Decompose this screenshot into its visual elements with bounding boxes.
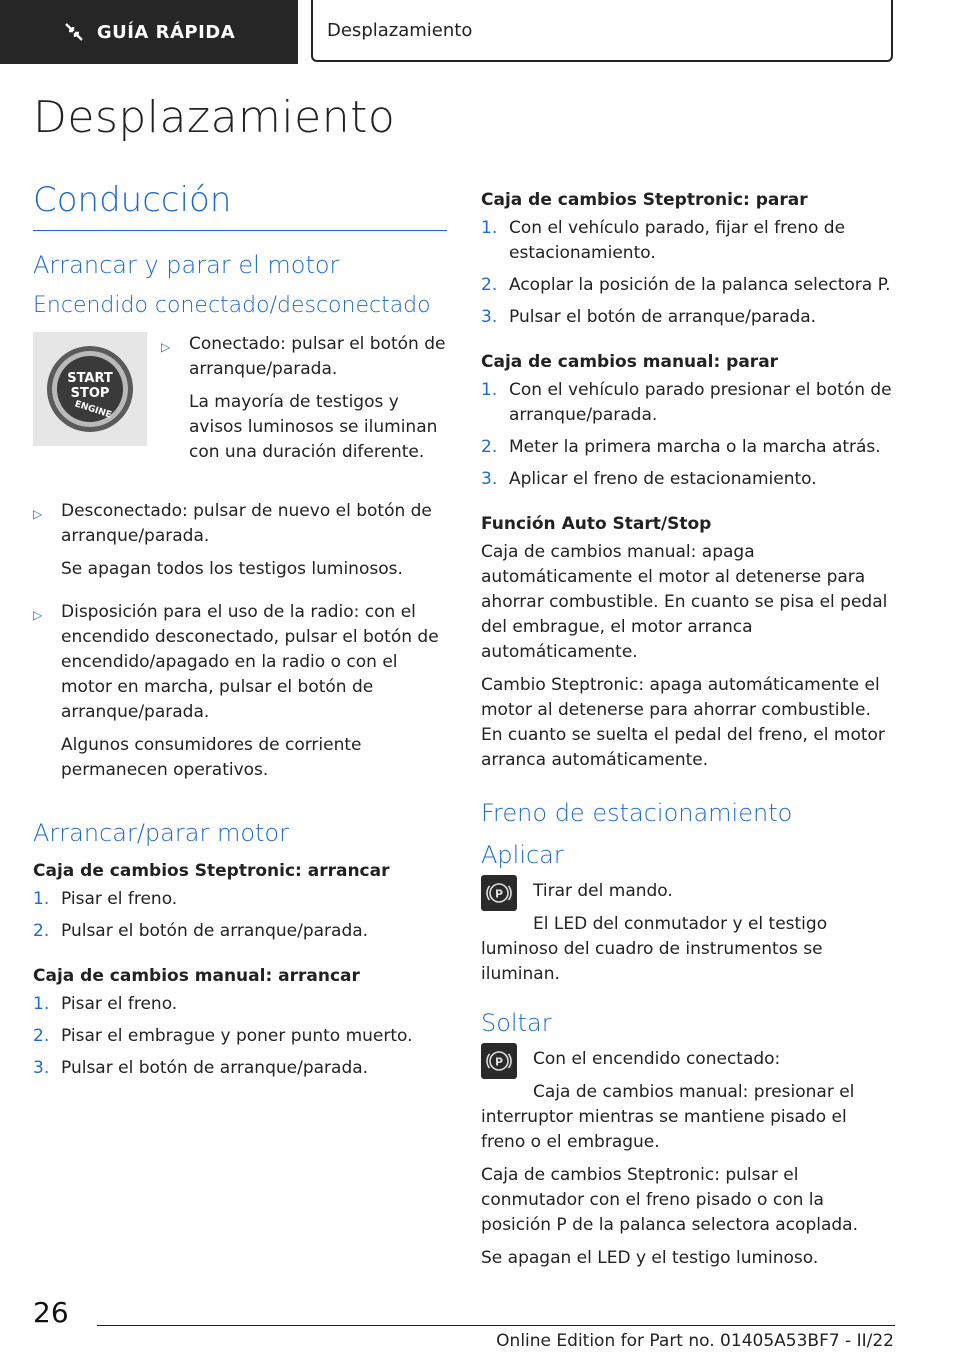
step-number: 1.	[33, 994, 50, 1014]
right-column	[481, 190, 895, 1279]
step-number: 2.	[33, 921, 50, 941]
step-number: 2.	[481, 437, 498, 457]
page-number: 26	[33, 1296, 69, 1329]
bullet-text: La mayoría de testigos y avisos luminosos se iluminan con una duración diferente.	[189, 392, 438, 462]
soltar-text-3: Caja de cambios Steptronic: pulsar el conmutador con el freno pisado o con la posición P de la palanca selectora acoplada.	[481, 1165, 858, 1235]
quick-guide-icon	[63, 21, 85, 43]
triangle-bullet-icon: ▷	[33, 608, 43, 622]
steptronic-stop-steps	[481, 216, 895, 330]
quick-guide-label: GUÍA RÁPIDA	[96, 21, 236, 43]
subheading-arrancar-parar: Arrancar y parar el motor	[33, 251, 340, 279]
step-text: Pulsar el botón de arranque/parada.	[61, 1058, 369, 1078]
step-text: Con el vehículo parado, fijar el freno de estacionamiento.	[509, 218, 846, 263]
step-text: Pisar el freno.	[61, 889, 178, 909]
soltar-text-4: Se apagan el LED y el testigo luminoso.	[481, 1248, 819, 1268]
engine-label: ENGINE	[73, 399, 113, 421]
list-item	[161, 332, 447, 473]
quick-guide-tab[interactable]	[0, 0, 298, 64]
start-stop-button-image	[33, 332, 147, 446]
manual-start-steps	[33, 992, 447, 1081]
list-item	[481, 467, 895, 492]
bullet-text: Algunos consumidores de corriente permanecen operativos.	[61, 735, 362, 780]
breadcrumb	[311, 0, 893, 62]
page-title: Desplazamiento	[33, 92, 396, 143]
start-label: START	[67, 371, 113, 386]
footer-divider	[97, 1325, 895, 1326]
step-text: Acoplar la posición de la palanca selectora P.	[509, 275, 891, 295]
list-item	[33, 1024, 447, 1049]
left-column	[33, 180, 447, 1103]
list-item	[481, 273, 895, 298]
triangle-bullet-icon: ▷	[33, 507, 43, 521]
bullet-text: Desconectado: pulsar de nuevo el botón de arranque/parada.	[61, 501, 432, 546]
step-number: 1.	[481, 218, 498, 238]
manual-start-title: Caja de cambios manual: arrancar	[33, 966, 360, 986]
subheading-arrancar-parar-motor: Arrancar/parar motor	[33, 819, 289, 847]
step-text: Meter la primera marcha o la marcha atrás.	[509, 437, 881, 457]
steptronic-start-title: Caja de cambios Steptronic: arrancar	[33, 861, 390, 881]
list-item	[481, 378, 895, 428]
aplicar-text-1: Tirar del mando.	[533, 881, 673, 901]
steptronic-stop-title: Caja de cambios Steptronic: parar	[481, 190, 808, 210]
parking-brake-icon	[481, 1043, 517, 1079]
edition-note: Online Edition for Part no. 01405A53BF7 - II/22	[496, 1331, 894, 1351]
list-item	[33, 992, 447, 1017]
soltar-text-1: Con el encendido conectado:	[533, 1049, 781, 1069]
step-number: 3.	[481, 469, 498, 489]
step-number: 3.	[481, 307, 498, 327]
list-item	[33, 600, 447, 791]
subheading-freno-estacionamiento: Freno de estacionamiento	[481, 799, 793, 827]
aplicar-row	[481, 875, 895, 912]
step-text: Aplicar el freno de estacionamiento.	[509, 469, 817, 489]
list-item	[481, 305, 895, 330]
step-text: Pisar el freno.	[61, 994, 178, 1014]
list-item	[33, 1056, 447, 1081]
list-item	[33, 887, 447, 912]
step-number: 2.	[481, 275, 498, 295]
triangle-bullet-icon: ▷	[161, 340, 171, 354]
section-divider	[33, 230, 447, 231]
soltar-text-2: Caja de cambios manual: presionar el interruptor mientras se mantiene pisado el freno o el embrague.	[481, 1082, 855, 1152]
auto-start-stop-manual-text: Caja de cambios manual: apaga automáticamente el motor al detenerse para ahorrar combustible. En cuanto se pisa el pedal del embrague, el motor arranca automáticamente.	[481, 542, 888, 662]
bullet-text: Disposición para el uso de la radio: con el encendido desconectado, pulsar el botón de encendido/apagado en la radio o con el motor en marcha, pulsar el botón de arranque/parada.	[61, 602, 439, 722]
auto-start-stop-steptronic-text: Cambio Steptronic: apaga automáticamente el motor al detenerse para ahorrar combustible. En cuanto se suelta el pedal del freno, el motor arranca automáticamente.	[481, 675, 885, 770]
breadcrumb-label: Desplazamiento	[327, 19, 473, 41]
list-item	[33, 499, 447, 590]
step-text: Con el vehículo parado presionar el botón de arranque/parada.	[509, 380, 892, 425]
parking-brake-glyph: P	[494, 887, 504, 901]
subheading-soltar: Soltar	[481, 1009, 552, 1037]
step-text: Pisar el embrague y poner punto muerto.	[61, 1026, 413, 1046]
auto-start-stop-title: Función Auto Start/Stop	[481, 514, 712, 534]
parking-brake-icon	[481, 875, 517, 911]
subheading-encendido: Encendido conectado/desconectado	[33, 293, 431, 318]
step-number: 3.	[33, 1058, 50, 1078]
list-item	[481, 435, 895, 460]
step-text: Pulsar el botón de arranque/parada.	[509, 307, 817, 327]
manual-stop-steps	[481, 378, 895, 492]
step-text: Pulsar el botón de arranque/parada.	[61, 921, 369, 941]
step-number: 2.	[33, 1026, 50, 1046]
stop-label: STOP	[70, 386, 110, 401]
start-stop-block	[33, 332, 447, 483]
list-item	[33, 919, 447, 944]
aplicar-text-2: El LED del conmutador y el testigo luminoso del cuadro de instrumentos se iluminan.	[481, 914, 828, 984]
step-number: 1.	[481, 380, 498, 400]
ignition-on-list	[161, 332, 447, 483]
section-heading-conduccion: Conducción	[33, 180, 232, 220]
start-stop-button-icon	[45, 344, 135, 434]
manual-stop-title: Caja de cambios manual: parar	[481, 352, 779, 372]
parking-brake-glyph: P	[494, 1055, 504, 1069]
step-number: 1.	[33, 889, 50, 909]
bullet-text: Conectado: pulsar el botón de arranque/parada.	[189, 334, 446, 379]
steptronic-start-steps	[33, 887, 447, 944]
ignition-list	[33, 499, 447, 791]
subheading-aplicar: Aplicar	[481, 841, 564, 869]
soltar-row	[481, 1043, 895, 1080]
list-item	[481, 216, 895, 266]
bullet-text: Se apagan todos los testigos luminosos.	[61, 559, 403, 579]
